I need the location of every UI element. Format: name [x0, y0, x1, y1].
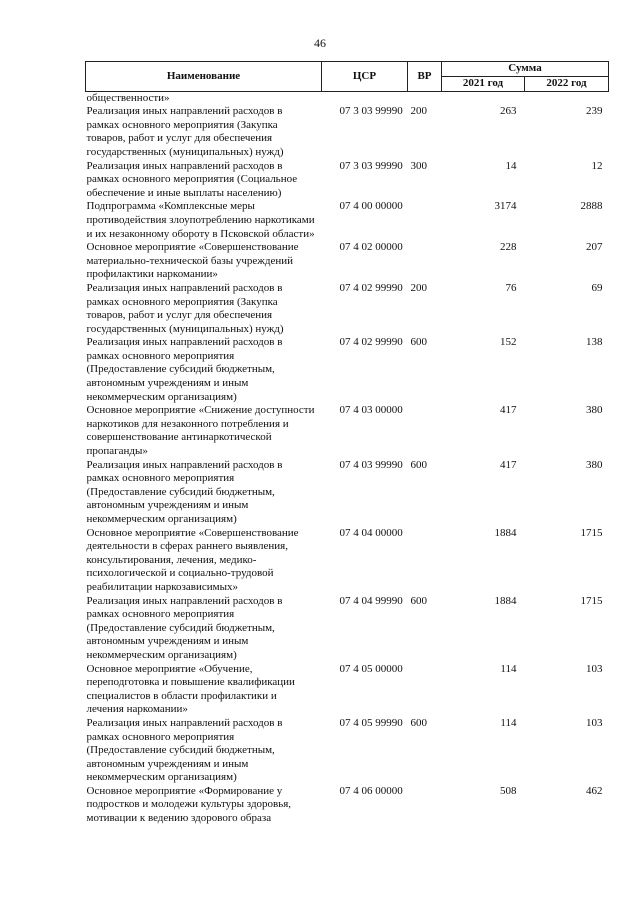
row-amount-2022: 103	[586, 716, 603, 729]
row-amount-2021: 417	[500, 458, 517, 471]
table-header	[86, 62, 609, 92]
row-amount-2021: 228	[500, 241, 517, 254]
row-vr-code: 200	[410, 105, 427, 118]
table-row	[86, 785, 609, 826]
row-amount-2022: 138	[586, 336, 603, 349]
row-name: Реализация иных направлений расходов в рамках основного мероприятия (Предоставление субсидий бюджетным, автономным учреждениям и иным некоммерческим организациям)	[86, 594, 283, 661]
budget-table	[85, 61, 609, 826]
table-row	[86, 404, 609, 458]
row-vr-code	[408, 241, 442, 282]
row-vr-code	[408, 785, 442, 826]
row-csr-code: 07 3 03 99990	[339, 105, 403, 118]
table-row	[86, 663, 609, 717]
header-year-2022: 2022 год	[525, 77, 609, 92]
table-row	[86, 105, 609, 159]
row-vr-code: 600	[410, 594, 427, 607]
row-vr-code: 300	[410, 159, 427, 172]
row-csr-code: 07 3 03 99990	[339, 159, 403, 172]
row-vr-code	[408, 200, 442, 241]
row-amount-2022: 380	[586, 458, 603, 471]
row-csr-code: 07 4 03 99990	[339, 458, 403, 471]
row-vr-code: 200	[410, 281, 427, 294]
row-amount-2022: 69	[591, 281, 603, 294]
row-amount-2021	[442, 91, 525, 105]
row-vr-code	[408, 663, 442, 717]
table-body	[86, 91, 609, 826]
table-row	[86, 241, 609, 282]
page-number: 46	[314, 36, 326, 50]
row-csr-code: 07 4 04 00000	[339, 526, 403, 539]
row-amount-2022: 380	[586, 404, 603, 417]
row-name: Реализация иных направлений расходов в рамках основного мероприятия (Закупка товаров, работ и услуг для обеспечения государственных (муниципальных) нужд)	[86, 105, 284, 158]
row-amount-2021: 14	[505, 159, 517, 172]
row-csr-code: 07 4 04 99990	[339, 594, 403, 607]
row-amount-2021: 1884	[494, 526, 517, 539]
table-row	[86, 595, 609, 663]
row-name: Основное мероприятие «Совершенствование материально-технической базы учреждений профилактики наркомании»	[86, 241, 299, 281]
row-csr-code: 07 4 02 99990	[339, 336, 403, 349]
row-csr-code: 07 4 05 99990	[339, 716, 403, 729]
row-name: Основное мероприятие «Совершенствование деятельности в сферах раннего выявления, консультирования, лечения, медико-психологической и социально-трудовой реабилитации наркозависимых»	[86, 526, 299, 593]
row-vr-code: 600	[410, 716, 427, 729]
row-amount-2021: 1884	[494, 594, 517, 607]
row-name: Основное мероприятие «Снижение доступности наркотиков для незаконного потребления и совершенствование антинаркотической пропаганды»	[86, 404, 315, 458]
row-vr-code: 600	[410, 336, 427, 349]
row-csr-code: 07 4 03 00000	[339, 404, 403, 417]
row-amount-2021: 76	[505, 281, 517, 294]
header-vr: ВР	[408, 62, 442, 92]
row-name: Реализация иных направлений расходов в рамках основного мероприятия (Закупка товаров, работ и услуг для обеспечения государственных (муниципальных) нужд)	[86, 281, 284, 335]
row-amount-2022: 207	[586, 241, 603, 254]
row-amount-2022: 2888	[580, 200, 603, 213]
row-name: Реализация иных направлений расходов в рамках основного мероприятия (Предоставление субсидий бюджетным, автономным учреждениям и иным некоммерческим организациям)	[86, 336, 283, 403]
row-amount-2021: 263	[500, 105, 517, 118]
row-amount-2022: 12	[591, 159, 603, 172]
row-csr-code: 07 4 02 99990	[339, 281, 403, 294]
row-amount-2021: 3174	[494, 200, 517, 213]
row-vr-code	[408, 527, 442, 595]
table-row	[86, 282, 609, 336]
row-name: Основное мероприятие «Обучение, переподготовка и повышение квалификации специалистов в области профилактики и лечения наркомании»	[86, 662, 295, 716]
table-row	[86, 336, 609, 404]
table-row	[86, 160, 609, 201]
row-amount-2021: 152	[500, 336, 517, 349]
row-name: Подпрограмма «Комплексные меры противодействия злоупотреблению наркотиками и их незаконному обороту в Псковской области»	[86, 200, 315, 240]
row-name: Реализация иных направлений расходов в рамках основного мероприятия (Предоставление субсидий бюджетным, автономным учреждениям и иным некоммерческим организациям)	[86, 458, 283, 525]
table-row	[86, 459, 609, 527]
row-name: Основное мероприятие «Формирование у подростков и молодежи культуры здоровья, мотивации к ведению здорового образа	[86, 784, 292, 825]
row-vr-code	[408, 404, 442, 458]
row-csr-code: 07 4 00 00000	[339, 200, 403, 213]
header-csr: ЦСР	[322, 62, 408, 92]
row-csr-code: 07 4 02 00000	[339, 241, 403, 254]
row-amount-2022	[525, 91, 609, 105]
table-row	[86, 91, 609, 105]
row-amount-2022: 239	[586, 105, 603, 118]
row-amount-2021: 114	[500, 662, 517, 675]
row-amount-2022: 462	[586, 784, 603, 797]
header-name: Наименование	[86, 62, 322, 92]
row-name: Реализация иных направлений расходов в рамках основного мероприятия (Предоставление субсидий бюджетным, автономным учреждениям и иным некоммерческим организациям)	[86, 716, 283, 784]
row-amount-2022: 103	[586, 662, 603, 675]
row-amount-2021: 508	[500, 784, 517, 797]
row-vr-code: 600	[410, 458, 427, 471]
row-amount-2022: 1715	[580, 526, 603, 539]
table-row	[86, 200, 609, 241]
row-csr-code: 07 4 06 00000	[339, 784, 403, 797]
header-year-2021: 2021 год	[442, 77, 525, 92]
row-amount-2021: 114	[500, 716, 517, 729]
row-csr-code	[322, 91, 408, 105]
row-vr-code	[408, 91, 442, 105]
header-sum: Сумма	[442, 62, 609, 77]
table-row	[86, 527, 609, 595]
row-name: Реализация иных направлений расходов в рамках основного мероприятия (Социальное обеспечение и иные выплаты населению)	[86, 159, 298, 199]
table-row	[86, 717, 609, 785]
row-amount-2022: 1715	[580, 594, 603, 607]
row-csr-code: 07 4 05 00000	[339, 662, 403, 675]
row-name: общественности»	[86, 91, 170, 104]
row-amount-2021: 417	[500, 404, 517, 417]
